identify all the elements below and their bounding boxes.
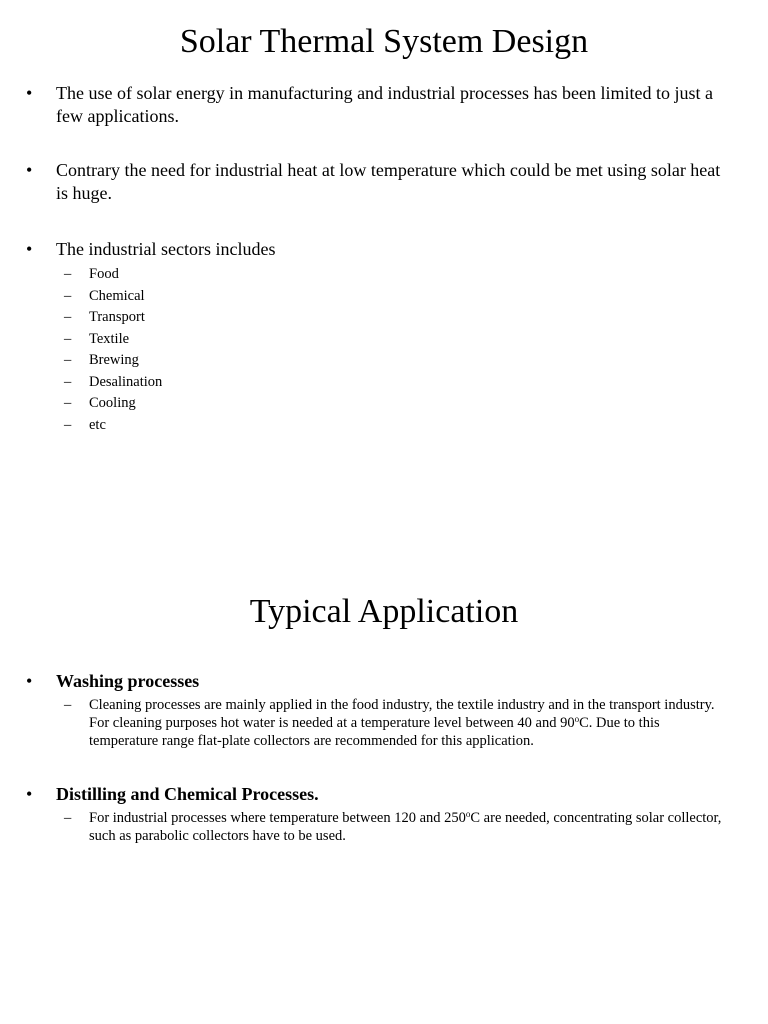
dash-icon: – [64, 352, 72, 368]
list-item [64, 264, 364, 286]
slide-title: Typical Application [249, 593, 519, 630]
list-item [64, 393, 364, 415]
list-item [64, 307, 364, 329]
dash-icon: – [64, 373, 72, 390]
sector-label: Chemical [89, 287, 145, 304]
bullet-icon: • [26, 83, 33, 103]
sector-label: Food [89, 266, 119, 282]
bullet-text: The use of solar energy in manufacturing and industrial processes has been limited to just a few applications. [56, 83, 713, 126]
industrial-sectors-list [64, 264, 364, 436]
bullet-icon: • [26, 160, 33, 180]
slide-typical-application [0, 512, 768, 1024]
dash-icon: – [64, 287, 72, 304]
bullet-item [26, 159, 736, 205]
list-item [64, 329, 364, 351]
sector-label: Cooling [89, 395, 136, 411]
bullet-icon: • [26, 239, 33, 259]
distilling-description [64, 809, 724, 845]
dash-icon: – [64, 309, 72, 325]
list-item [64, 415, 364, 437]
dash-icon: – [64, 810, 72, 826]
sector-label: Transport [89, 309, 145, 325]
dash-icon: – [64, 395, 72, 411]
sector-label: Textile [89, 330, 130, 347]
list-item [64, 286, 364, 308]
dash-icon: – [64, 330, 72, 347]
dash-icon: – [64, 416, 72, 433]
sector-label: etc [89, 416, 106, 433]
list-item [64, 350, 364, 372]
dash-icon: – [64, 266, 72, 282]
washing-description [64, 696, 724, 750]
section-heading-distilling: Distilling and Chemical Processes. [56, 784, 319, 804]
slide-title: Solar Thermal System Design [179, 23, 589, 60]
sector-label: Brewing [89, 352, 139, 368]
sector-label: Desalination [89, 373, 163, 390]
bullet-item [26, 670, 736, 693]
list-item [64, 372, 364, 394]
dash-icon: – [64, 697, 72, 713]
bullet-item [26, 82, 736, 128]
description-text: For industrial processes where temperature between 120 and 250$^o$C are needed, concentrating solar collector, such as parabolic collectors have to be used. [89, 809, 722, 844]
bullet-text: The industrial sectors includes [56, 239, 276, 259]
bullet-icon: • [26, 784, 33, 804]
description-text: Cleaning processes are mainly applied in the food industry, the textile industry and in the transport industry. For cleaning purposes hot water is needed at a temperature level between 40 and 90$^o$C. Due to this temperature range flat-plate collectors are recommended for this application. [89, 697, 715, 749]
bullet-text: Contrary the need for industrial heat at low temperature which could be met using solar heat is huge. [56, 160, 721, 203]
section-heading-washing: Washing processes [56, 671, 200, 691]
bullet-icon: • [26, 671, 33, 691]
bullet-item [26, 238, 736, 261]
bullet-item [26, 783, 736, 806]
